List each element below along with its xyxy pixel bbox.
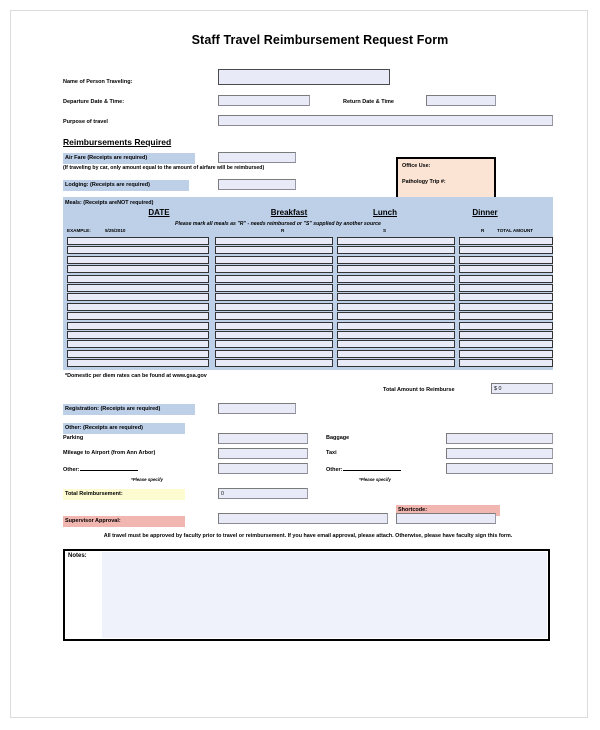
meals-cell-breakfast[interactable] [215, 275, 333, 283]
parking-label: Parking [63, 435, 84, 442]
meals-cell-dinner[interactable] [459, 322, 553, 330]
meals-cell-date[interactable] [67, 265, 209, 273]
per-diem-footnote: *Domestic per diem rates can be found at www.gsa.gov [65, 373, 207, 380]
office-use-title: Office Use: [402, 163, 431, 169]
registration-label: Registration: (Receipts are required) [63, 404, 195, 415]
specify-note-left: *Please specify [131, 477, 163, 483]
meals-cell-dinner[interactable] [459, 331, 553, 339]
meals-cell-lunch[interactable] [337, 303, 455, 311]
return-label: Return Date & Time [343, 99, 394, 105]
meals-cell-lunch[interactable] [337, 359, 455, 367]
meals-cell-breakfast[interactable] [215, 350, 333, 358]
meals-cell-date[interactable] [67, 275, 209, 283]
other-left-writeline[interactable] [80, 465, 138, 471]
taxi-input[interactable] [446, 448, 553, 459]
meals-instruction: Please mark all meals as "R" - needs reimbursed or "S" supplied by another source [175, 221, 381, 227]
name-row [63, 69, 553, 95]
meals-cell-dinner[interactable] [459, 293, 553, 301]
meals-cell-lunch[interactable] [337, 340, 455, 348]
departure-label: Departure Date & Time: [63, 99, 125, 105]
meals-cell-date[interactable] [67, 237, 209, 245]
meals-caption: Meals: (Receipts areNOT required) [65, 200, 154, 206]
table-row [65, 284, 551, 293]
other-left-input[interactable] [218, 463, 308, 474]
table-row [65, 265, 551, 274]
column-header-lunch: Lunch [373, 208, 397, 217]
approval-row [63, 507, 553, 529]
meals-cell-dinner[interactable] [459, 256, 553, 264]
meals-cell-date[interactable] [67, 246, 209, 254]
form-sheet [63, 33, 553, 641]
column-header-dinner: Dinner [472, 208, 498, 217]
return-input[interactable] [426, 95, 496, 106]
purpose-label: Purpose of travel [63, 119, 108, 125]
airfare-label: Air Fare (Receipts are required) [63, 153, 195, 164]
total-reimbursement-label: Total Reimbursement: [63, 489, 185, 500]
meals-cell-lunch[interactable] [337, 293, 455, 301]
purpose-input[interactable] [218, 115, 553, 126]
other-right-input[interactable] [446, 463, 553, 474]
meals-cell-lunch[interactable] [337, 246, 455, 254]
meals-cell-dinner[interactable] [459, 350, 553, 358]
meals-cell-lunch[interactable] [337, 256, 455, 264]
baggage-input[interactable] [446, 433, 553, 444]
meals-cell-breakfast[interactable] [215, 303, 333, 311]
example-date: 5/25/2010 [105, 228, 126, 233]
total-reimbursement-input[interactable]: 0 [218, 488, 308, 499]
office-use-spacer [402, 170, 490, 179]
table-row [65, 350, 551, 359]
lodging-input[interactable] [218, 179, 296, 190]
taxi-label: Taxi [326, 450, 337, 457]
meals-cell-breakfast[interactable] [215, 284, 333, 292]
example-breakfast: R [281, 228, 285, 233]
example-dinner: R [481, 228, 485, 233]
meals-cell-breakfast[interactable] [215, 312, 333, 320]
meals-cell-lunch[interactable] [337, 331, 455, 339]
total-reimburse-row [63, 383, 553, 399]
meals-header-row [65, 207, 551, 221]
mileage-label: Mileage to Airport (from Ann Arbor) [63, 450, 156, 457]
table-row [65, 275, 551, 284]
total-reimburse-input[interactable]: $ 0 [491, 383, 553, 394]
notes-label: Notes: [68, 553, 87, 560]
meals-cell-dinner[interactable] [459, 312, 553, 320]
purpose-row [63, 115, 553, 137]
meals-cell-dinner[interactable] [459, 237, 553, 245]
meals-cell-breakfast[interactable] [215, 265, 333, 273]
meals-cell-lunch[interactable] [337, 312, 455, 320]
registration-row [63, 403, 553, 423]
other-row-custom [63, 463, 553, 478]
meals-cell-lunch[interactable] [337, 284, 455, 292]
meals-cell-breakfast[interactable] [215, 340, 333, 348]
meals-example-row [65, 228, 551, 237]
meals-cell-date[interactable] [67, 312, 209, 320]
meals-cell-breakfast[interactable] [215, 359, 333, 367]
other-heading-row [63, 423, 553, 433]
other-row-mileage [63, 448, 553, 463]
meals-cell-breakfast[interactable] [215, 256, 333, 264]
table-row [65, 322, 551, 331]
other-right-label [326, 465, 401, 473]
meals-cell-date[interactable] [67, 350, 209, 358]
table-row [65, 237, 551, 246]
meals-cell-date[interactable] [67, 293, 209, 301]
meals-cell-breakfast[interactable] [215, 237, 333, 245]
airfare-row [63, 153, 553, 163]
shortcode-label: Shortcode: [396, 505, 500, 516]
airfare-input[interactable] [218, 152, 296, 163]
baggage-label: Baggage [326, 435, 350, 442]
table-row [65, 293, 551, 302]
approval-note: All travel must be approved by faculty prior to travel or reimbursement. If you have email approval, please attach. Otherwise, please have faculty sign this form. [103, 533, 513, 540]
meals-cell-breakfast[interactable] [215, 322, 333, 330]
reimbursements-heading: Reimbursements Required [63, 137, 172, 147]
other-heading: Other: (Receipts are required) [63, 423, 185, 434]
other-right-writeline[interactable] [343, 465, 401, 471]
meals-cell-dinner[interactable] [459, 265, 553, 273]
meals-cell-lunch[interactable] [337, 350, 455, 358]
meals-cell-dinner[interactable] [459, 359, 553, 367]
other-left-text: Other: [63, 467, 80, 474]
table-row [65, 359, 551, 368]
column-header-date: DATE [148, 208, 170, 217]
lodging-label: Lodging: (Receipts are required) [63, 180, 189, 191]
table-row [65, 303, 551, 312]
meals-cell-date[interactable] [67, 256, 209, 264]
table-row [65, 246, 551, 255]
departure-input[interactable] [218, 95, 310, 106]
other-right-text: Other: [326, 467, 343, 474]
meals-cell-dinner[interactable] [459, 303, 553, 311]
column-header-breakfast: Breakfast [270, 208, 308, 217]
dates-row [63, 95, 553, 115]
meals-cell-breakfast[interactable] [215, 293, 333, 301]
other-row-parking [63, 433, 553, 448]
notes-box [63, 549, 550, 641]
other-left-label [63, 465, 138, 473]
mileage-input[interactable] [218, 448, 308, 459]
meals-cell-lunch[interactable] [337, 237, 455, 245]
meals-table [63, 197, 553, 370]
meals-cell-date[interactable] [67, 340, 209, 348]
meals-cell-date[interactable] [67, 284, 209, 292]
example-label: EXAMPLE: [67, 228, 91, 233]
meals-cell-date[interactable] [67, 359, 209, 367]
column-header-total-amount: TOTAL AMOUNT [497, 228, 534, 233]
notes-input[interactable] [102, 552, 547, 638]
table-row [65, 312, 551, 321]
meals-cell-dinner[interactable] [459, 284, 553, 292]
shortcode-input[interactable] [396, 513, 496, 524]
table-row [65, 331, 551, 340]
meals-cell-date[interactable] [67, 331, 209, 339]
total-reimburse-label: Total Amount to Reimburse [383, 387, 455, 394]
meals-cell-breakfast[interactable] [215, 331, 333, 339]
table-row [65, 340, 551, 349]
specify-note-row [63, 478, 553, 485]
total-reimbursement-row [63, 488, 553, 504]
airfare-note: (If traveling by car, only amount equal to the amount of airfare will be reimbursed) [63, 165, 265, 171]
meals-cell-lunch[interactable] [337, 265, 455, 273]
meals-cell-date[interactable] [67, 322, 209, 330]
meals-cell-dinner[interactable] [459, 340, 553, 348]
meals-cell-lunch[interactable] [337, 275, 455, 283]
meals-cell-breakfast[interactable] [215, 246, 333, 254]
pathology-trip-label: Pathology Trip #: [402, 179, 446, 185]
meals-cell-lunch[interactable] [337, 322, 455, 330]
lodging-row [63, 179, 553, 197]
form-page [10, 10, 588, 718]
meals-cell-date[interactable] [67, 303, 209, 311]
meals-rows-container [65, 237, 551, 368]
example-lunch: S [383, 228, 387, 233]
parking-input[interactable] [218, 433, 308, 444]
name-label: Name of Person Traveling: [63, 79, 133, 85]
supervisor-approval-input[interactable] [218, 513, 388, 524]
page-title: Staff Travel Reimbursement Request Form [191, 33, 449, 47]
specify-note-right: *Please specify [359, 477, 391, 483]
table-row [65, 256, 551, 265]
meals-cell-dinner[interactable] [459, 246, 553, 254]
supervisor-approval-label: Supervisor Approval: [63, 516, 185, 527]
name-input[interactable] [218, 69, 390, 85]
registration-input[interactable] [218, 403, 296, 414]
meals-cell-dinner[interactable] [459, 275, 553, 283]
